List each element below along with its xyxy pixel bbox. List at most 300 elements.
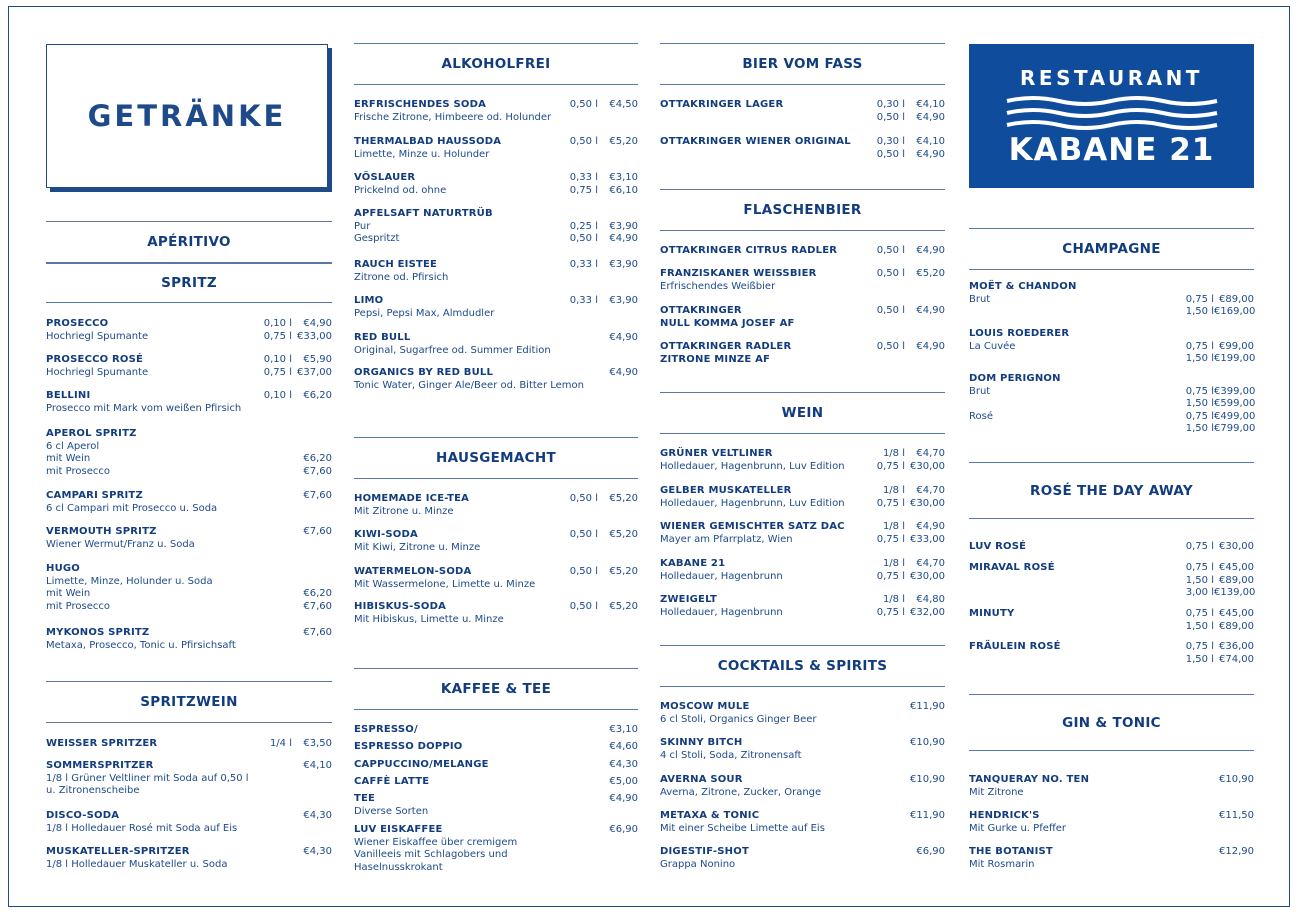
item-row	[354, 233, 638, 246]
menu-item	[46, 810, 332, 835]
item-row	[660, 461, 945, 474]
item-row	[969, 587, 1254, 600]
item-row	[969, 341, 1254, 354]
item-volume: 0,75 l	[1185, 541, 1214, 552]
item-name: GRÜNER VELTLINER	[660, 448, 773, 459]
item-name: SOMMERSPRITZER	[46, 760, 154, 771]
item-price: €5,00	[609, 776, 638, 787]
item-row	[969, 386, 1254, 399]
item-row	[354, 506, 638, 519]
item-name: APFELSAFT NATURTRÜB	[354, 208, 493, 219]
item-price: €4,90	[303, 318, 332, 329]
item-volume: 0,30 l	[876, 136, 905, 147]
item-price: €6,20	[303, 390, 332, 401]
item-price: €7,60	[303, 526, 332, 537]
item-desc: La Cuvée	[969, 340, 1016, 352]
menu-item	[354, 529, 638, 554]
item-desc: Mit Gurke u. Pfeffer	[969, 822, 1067, 834]
menu-item	[46, 738, 332, 751]
item-name: LIMO	[354, 295, 384, 306]
item-price: €37,00	[297, 366, 332, 378]
menu-item	[354, 208, 638, 246]
item-row	[969, 787, 1254, 800]
item-name: ERFRISCHENDES SODA	[354, 99, 487, 110]
item-desc: Hochriegl Spumante	[46, 366, 149, 378]
item-desc: Mit Zitrone	[969, 786, 1024, 798]
item-name: GELBER MUSKATELLER	[660, 485, 792, 496]
item-row	[46, 823, 332, 836]
menu-item	[46, 490, 332, 515]
menu-item	[969, 608, 1254, 633]
item-volume: 0,33 l	[569, 172, 598, 183]
item-row	[46, 588, 332, 601]
item-desc: Pepsi, Pepsi Max, Almdudler	[354, 307, 495, 319]
item-desc: Limette, Minze u. Holunder	[354, 148, 490, 160]
item-name-row	[354, 493, 638, 506]
item-name: THE BOTANIST	[969, 846, 1053, 857]
item-price: €10,90	[1219, 774, 1254, 785]
item-name: LOUIS ROEDERER	[969, 328, 1070, 339]
section-heading: SPRITZWEIN	[46, 681, 332, 723]
item-row	[969, 423, 1254, 436]
item-price: €4,90	[609, 332, 638, 343]
item-name: AVERNA SOUR	[660, 774, 743, 785]
item-name-row	[46, 428, 332, 441]
item-desc: Hochriegl Spumante	[46, 330, 149, 342]
item-desc: mit Wein	[46, 453, 91, 464]
section-heading: CHAMPAGNE	[969, 228, 1254, 270]
item-price: €4,70	[916, 485, 945, 496]
item-row	[969, 353, 1254, 366]
item-desc: Mit Kiwi, Zitrone u. Minze	[354, 541, 481, 553]
menu-item	[660, 701, 945, 726]
item-row	[354, 614, 638, 627]
item-name-row	[354, 99, 638, 112]
menu-item	[354, 724, 638, 737]
item-price: €3,90	[609, 259, 638, 270]
item-name-row	[46, 810, 332, 823]
menu-item	[969, 562, 1254, 600]
item-desc: Limette, Minze, Holunder u. Soda	[46, 575, 213, 587]
item-row	[46, 503, 332, 516]
section-heading: ROSÉ THE DAY AWAY	[969, 462, 1254, 519]
item-name: MOSCOW MULE	[660, 701, 750, 712]
item-name-row	[354, 295, 638, 308]
menu-item	[354, 759, 638, 772]
item-name-row	[354, 259, 638, 272]
item-name: WATERMELON-SODA	[354, 566, 472, 577]
item-name-row	[660, 245, 945, 258]
item-name-row	[354, 776, 638, 789]
section-heading: WEIN	[660, 392, 945, 434]
item-price: €30,00	[1219, 541, 1254, 552]
item-desc: Wiener Eiskaffee über cremigem	[354, 836, 518, 848]
item-volume: 0,50 l	[569, 493, 598, 504]
item-desc: Mit Zitrone u. Minze	[354, 505, 454, 517]
item-name: OTTAKRINGER	[660, 305, 742, 316]
item-name-row	[660, 810, 945, 823]
item-volume: 1/4 l	[269, 738, 292, 749]
item-price: €4,30	[303, 810, 332, 821]
item-volume: 0,50 l	[876, 305, 905, 316]
item-price: €4,10	[916, 99, 945, 110]
item-price: €11,90	[910, 810, 945, 821]
item-desc: Zitrone od. Pfirsich	[354, 271, 449, 283]
menu-item	[354, 332, 638, 357]
menu-item	[660, 136, 945, 161]
restaurant-logo	[969, 44, 1254, 188]
item-row	[969, 575, 1254, 588]
item-name-row	[354, 367, 638, 380]
item-price: €7,60	[303, 600, 332, 612]
item-volume: 1,50 l	[1185, 306, 1214, 317]
logo-bottom-text: KABANE 21	[1008, 132, 1215, 168]
item-row	[354, 308, 638, 321]
item-name: WIENER GEMISCHTER SATZ DAC	[660, 521, 845, 532]
item-name: KABANE 21	[660, 558, 726, 569]
menu-item	[969, 373, 1254, 436]
item-price: €4,70	[916, 558, 945, 569]
item-name-row	[46, 354, 332, 367]
item-row	[46, 773, 332, 786]
item-row	[660, 534, 945, 547]
menu-item	[660, 485, 945, 510]
item-row	[660, 354, 945, 367]
menu-item	[354, 136, 638, 161]
item-price: €199,00	[1214, 353, 1256, 364]
item-name: TEE	[354, 793, 376, 804]
menu-item	[46, 428, 332, 478]
menu-item	[46, 760, 332, 798]
menu-item	[660, 521, 945, 546]
item-price: €6,20	[303, 453, 332, 464]
item-volume: 0,75 l	[263, 366, 292, 378]
item-volume: 0,75 l	[876, 606, 905, 618]
item-desc: Mit einer Scheibe Limette auf Eis	[660, 822, 825, 834]
item-name-row	[969, 846, 1254, 859]
item-volume: 0,30 l	[876, 99, 905, 110]
item-name-row	[969, 281, 1254, 294]
item-name-row	[46, 846, 332, 859]
item-name: PROSECCO	[46, 318, 109, 329]
item-name-row	[354, 529, 638, 542]
item-price: €4,90	[916, 245, 945, 256]
item-name: LUV EISKAFFEE	[354, 824, 443, 835]
item-name-row	[660, 448, 945, 461]
item-desc: 1/8 l Holledauer Muskateller u. Soda	[46, 858, 228, 870]
item-row	[46, 640, 332, 653]
item-price: €33,00	[297, 330, 332, 342]
item-name-row	[46, 526, 332, 539]
item-volume: 0,75 l	[876, 570, 905, 582]
item-name: VÖSLAUER	[354, 172, 416, 183]
item-price: €3,10	[609, 724, 638, 735]
item-price: €89,00	[1219, 293, 1254, 305]
item-row	[354, 806, 638, 819]
item-row	[46, 785, 332, 798]
item-desc: Frische Zitrone, Himbeere od. Holunder	[354, 111, 552, 123]
item-desc: Brut	[969, 293, 991, 305]
item-desc: 1/8 l Grüner Veltliner mit Soda auf 0,50 l	[46, 772, 249, 784]
item-price: €4,50	[609, 99, 638, 110]
section-heading: BIER VOM FASS	[660, 43, 945, 85]
item-name: APEROL SPRITZ	[46, 428, 137, 439]
item-desc: Rosé	[969, 410, 993, 422]
item-price: €4,90	[916, 305, 945, 316]
menu-item	[660, 846, 945, 871]
section-heading: FLASCHENBIER	[660, 189, 945, 231]
item-name: RED BULL	[354, 332, 411, 343]
item-price: €5,20	[609, 601, 638, 612]
item-name-row	[354, 793, 638, 806]
section-heading: SPRITZ	[46, 263, 332, 303]
item-row	[354, 272, 638, 285]
item-row	[46, 576, 332, 589]
item-name-row	[46, 490, 332, 503]
item-name-row	[660, 521, 945, 534]
item-name-row	[969, 373, 1254, 386]
item-name: CAPPUCCINO/MELANGE	[354, 759, 489, 770]
item-desc: Prickelnd od. ohne	[354, 184, 447, 196]
item-row	[354, 345, 638, 358]
item-name-row	[660, 737, 945, 750]
menu-item	[660, 594, 945, 619]
menu-item	[660, 810, 945, 835]
menu-item	[354, 172, 638, 197]
item-price: €4,30	[609, 759, 638, 770]
item-name-row	[660, 305, 945, 318]
item-price: €3,10	[609, 172, 638, 183]
item-volume: 0,75 l	[1185, 385, 1214, 397]
item-name-row	[46, 318, 332, 331]
item-volume: 0,75 l	[876, 460, 905, 472]
item-name-row	[46, 627, 332, 640]
item-name: MIRAVAL ROSÉ	[969, 562, 1055, 573]
logo-top-text: RESTAURANT	[1020, 66, 1203, 90]
item-price: €599,00	[1214, 398, 1256, 409]
item-volume: 0,75 l	[263, 330, 292, 342]
item-price: €30,00	[910, 570, 945, 582]
item-name-row	[969, 608, 1254, 621]
item-name: THERMALBAD HAUSSODA	[354, 136, 502, 147]
item-volume: 0,75 l	[569, 184, 598, 196]
item-volume: 0,75 l	[1185, 410, 1214, 422]
item-name: OTTAKRINGER CITRUS RADLER	[660, 245, 838, 256]
item-price: €5,20	[609, 529, 638, 540]
item-volume: 1,50 l	[1185, 620, 1214, 632]
item-volume: 0,50 l	[569, 529, 598, 540]
item-row	[46, 539, 332, 552]
item-name: TANQUERAY NO. TEN	[969, 774, 1090, 785]
item-price: €4,90	[916, 341, 945, 352]
item-name: MYKONOS SPRITZ	[46, 627, 150, 638]
menu-item	[354, 776, 638, 789]
menu-item	[354, 493, 638, 518]
item-desc: Pur	[354, 220, 371, 232]
item-name-row	[660, 774, 945, 787]
item-row	[660, 750, 945, 763]
item-row	[660, 714, 945, 727]
item-desc: Haselnusskrokant	[354, 861, 443, 873]
item-volume: 1,50 l	[1185, 653, 1214, 665]
item-row	[46, 403, 332, 416]
item-name-row	[354, 741, 638, 754]
item-price: €4,90	[609, 367, 638, 378]
item-volume: 3,00 l	[1185, 587, 1214, 598]
item-price: €11,50	[1219, 810, 1254, 821]
item-row	[660, 571, 945, 584]
section-heading: APÉRITIVO	[46, 221, 332, 263]
item-desc: Brut	[969, 385, 991, 397]
menu-item	[354, 99, 638, 124]
item-name: BELLINI	[46, 390, 91, 401]
menu-item	[354, 367, 638, 392]
item-row	[46, 859, 332, 872]
item-price: €6,90	[609, 824, 638, 835]
item-name-row	[46, 760, 332, 773]
item-price: €4,90	[916, 148, 945, 160]
item-name: MINUTY	[969, 608, 1015, 619]
item-name-row	[354, 759, 638, 772]
item-desc: ZITRONE MINZE AF	[660, 353, 771, 365]
item-name-row	[354, 601, 638, 614]
item-desc: Mit Rosmarin	[969, 858, 1035, 870]
item-price: €6,90	[916, 846, 945, 857]
item-name: CAMPARI SPRITZ	[46, 490, 143, 501]
item-desc: Holledauer, Hagenbrunn	[660, 570, 783, 582]
item-desc: Mit Wassermelone, Limette u. Minze	[354, 578, 536, 590]
item-name-row	[354, 208, 638, 221]
menu-item	[969, 328, 1254, 366]
item-volume: 0,50 l	[876, 148, 905, 160]
item-volume: 1/8 l	[882, 521, 905, 532]
item-volume: 0,10 l	[263, 318, 292, 329]
menu-item	[354, 601, 638, 626]
item-row	[969, 621, 1254, 634]
item-name: ORGANICS BY RED BULL	[354, 367, 494, 378]
item-volume: 0,50 l	[876, 245, 905, 256]
item-desc: 1/8 l Holledauer Rosé mit Soda auf Eis	[46, 822, 238, 834]
item-price: €169,00	[1214, 306, 1256, 317]
item-name: DOM PERIGNON	[969, 373, 1061, 384]
item-name: KIWI-SODA	[354, 529, 418, 540]
item-name: WEISSER SPRITZER	[46, 738, 158, 749]
item-desc: Vanilleeis mit Schlagobers und	[354, 849, 508, 860]
menu-item	[969, 281, 1254, 319]
item-name: HIBISKUS-SODA	[354, 601, 447, 612]
item-name: RAUCH EISTEE	[354, 259, 438, 270]
item-row	[46, 466, 332, 479]
item-desc: 4 cl Stoli, Soda, Zitronensaft	[660, 749, 802, 761]
item-price: €74,00	[1219, 653, 1254, 665]
item-row	[46, 331, 332, 344]
item-desc: Grappa Nonino	[660, 858, 736, 870]
item-desc: Holledauer, Hagenbrunn, Luv Edition	[660, 497, 845, 509]
item-desc: mit Wein	[46, 588, 91, 599]
item-name-row	[660, 701, 945, 714]
item-desc: 6 cl Aperol	[46, 440, 100, 452]
item-name-row	[354, 824, 638, 837]
item-volume: 0,75 l	[876, 533, 905, 545]
item-desc: mit Prosecco	[46, 465, 110, 477]
item-volume: 1/8 l	[882, 594, 905, 605]
item-name: METAXA & TONIC	[660, 810, 760, 821]
item-name: DIGESTIF-SHOT	[660, 846, 749, 857]
item-volume: 1,50 l	[1185, 398, 1214, 409]
item-row	[46, 453, 332, 466]
item-row	[969, 294, 1254, 307]
item-name: OTTAKRINGER RADLER	[660, 341, 792, 352]
menu-item	[46, 846, 332, 871]
menu-item	[660, 341, 945, 366]
item-row	[660, 149, 945, 162]
menu-item	[46, 627, 332, 652]
item-row	[660, 787, 945, 800]
item-price: €3,90	[609, 220, 638, 232]
item-price: €7,60	[303, 627, 332, 638]
item-desc: u. Zitronenscheibe	[46, 785, 140, 796]
item-volume: 0,25 l	[569, 220, 598, 232]
item-desc: Erfrischendes Weißbier	[660, 280, 776, 292]
item-price: €32,00	[910, 606, 945, 618]
item-price: €33,00	[910, 533, 945, 545]
item-volume: 1,50 l	[1185, 423, 1214, 434]
item-name-row	[354, 566, 638, 579]
item-row	[354, 112, 638, 125]
menu-item	[354, 295, 638, 320]
item-name-row	[969, 641, 1254, 654]
menu-item	[660, 268, 945, 293]
item-price: €3,50	[303, 738, 332, 749]
item-price: €45,00	[1219, 562, 1254, 573]
menu-item	[969, 774, 1254, 799]
menu-item	[969, 846, 1254, 871]
menu-item	[354, 741, 638, 754]
item-name: FRANZISKANER WEISSBIER	[660, 268, 817, 279]
item-name-row	[660, 558, 945, 571]
item-row	[354, 837, 638, 850]
item-volume: 1/8 l	[882, 448, 905, 459]
item-volume: 0,50 l	[876, 111, 905, 123]
item-row	[354, 862, 638, 875]
item-volume: 0,50 l	[876, 341, 905, 352]
item-price: €4,70	[916, 448, 945, 459]
item-name-row	[660, 99, 945, 112]
item-row	[46, 367, 332, 380]
item-name-row	[354, 136, 638, 149]
menu-item	[354, 824, 638, 874]
menu-item	[46, 526, 332, 551]
item-price: €7,60	[303, 490, 332, 501]
item-row	[354, 542, 638, 555]
menu-item	[660, 99, 945, 124]
menu-item	[46, 563, 332, 613]
item-name: MUSKATELLER-SPRITZER	[46, 846, 190, 857]
item-name-row	[354, 332, 638, 345]
menu-item	[46, 354, 332, 379]
section-heading: KAFFEE & TEE	[354, 668, 638, 710]
item-price: €4,30	[303, 846, 332, 857]
item-row	[354, 579, 638, 592]
item-desc: Mit Hibiskus, Limette u. Minze	[354, 613, 504, 625]
item-row	[969, 859, 1254, 872]
item-desc: Prosecco mit Mark vom weißen Pfirsich	[46, 402, 242, 414]
item-row	[354, 380, 638, 393]
section-heading: ALKOHOLFREI	[354, 43, 638, 85]
item-name: HENDRICK'S	[969, 810, 1040, 821]
item-desc: 6 cl Stoli, Organics Ginger Beer	[660, 713, 817, 725]
item-price: €5,20	[609, 566, 638, 577]
